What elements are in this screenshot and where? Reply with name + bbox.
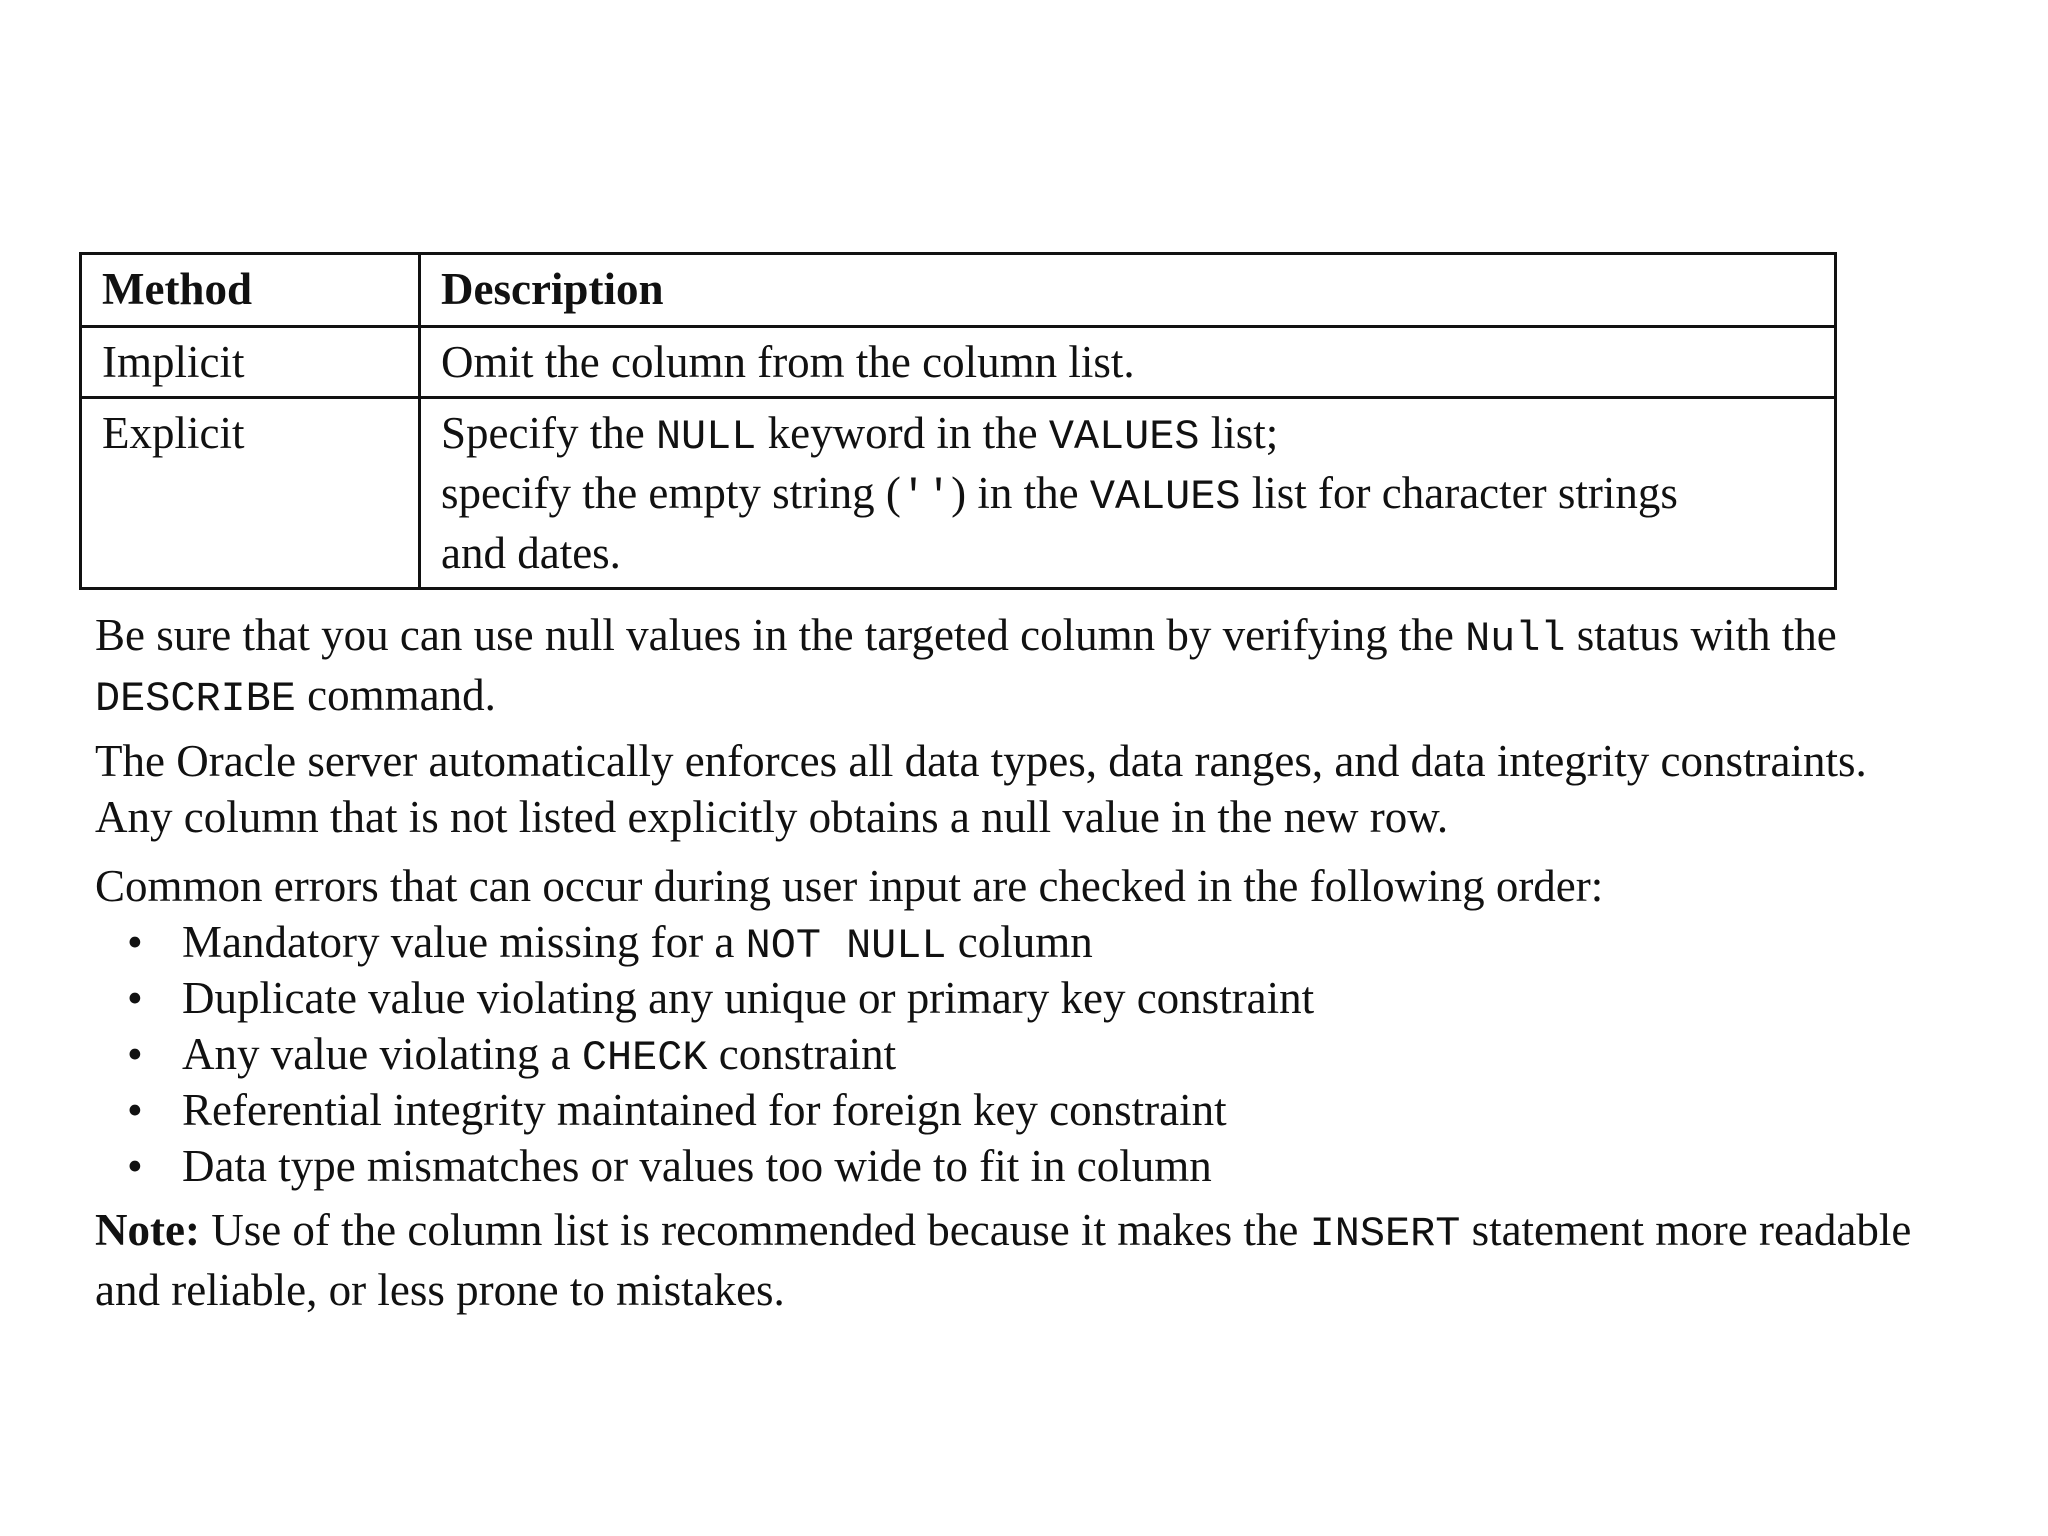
code-describe: DESCRIBE: [95, 675, 296, 723]
description-cell: Omit the column from the column list.: [420, 327, 1836, 398]
table-row: [81, 398, 1836, 589]
list-item: • Any value violating a CHECK constraint: [95, 1026, 1995, 1082]
oracle-server-paragraph: The Oracle server automatically enforces all data types, data ranges, and data integrity constraints. Any column that is not listed explicitly obtains a null value in the new row.: [95, 736, 1867, 842]
list-item: • Data type mismatches or values too wide to fit in column: [95, 1138, 1995, 1194]
description-line: and dates.: [441, 528, 621, 578]
method-cell: Explicit: [81, 398, 420, 589]
bullet-icon: •: [127, 1029, 143, 1079]
note-label: Note:: [95, 1205, 200, 1255]
code-null: NULL: [655, 413, 757, 461]
code-empty-string: '': [900, 473, 952, 521]
method-cell: Implicit: [81, 327, 420, 398]
list-item: • Referential integrity maintained for foreign key constraint: [95, 1082, 1995, 1138]
code-values: VALUES: [1089, 473, 1241, 521]
code-null-status: Null: [1465, 615, 1566, 663]
description-cell: [420, 398, 1836, 589]
table-header-row: [81, 254, 1836, 327]
code-values: VALUES: [1048, 413, 1200, 461]
methods-table: [79, 252, 1837, 590]
code-check: CHECK: [581, 1034, 708, 1082]
table-row: [81, 327, 1836, 398]
header-method: Method: [81, 254, 420, 327]
code-not-null: NOT NULL: [745, 922, 947, 970]
list-item: • Duplicate value violating any unique or primary key constraint: [95, 970, 1995, 1026]
description-line: Specify the NULL keyword in the VALUES list;: [441, 408, 1279, 461]
common-errors-section: [95, 858, 1995, 1194]
bullet-icon: •: [127, 917, 143, 967]
code-insert: INSERT: [1309, 1210, 1461, 1258]
errors-list: [95, 914, 1995, 1194]
header-description: Description: [420, 254, 1836, 327]
description-line: specify the empty string ('') in the VALUES list for character strings: [441, 468, 1678, 521]
bullet-icon: •: [127, 1141, 143, 1191]
note-paragraph: Note: Use of the column list is recommended because it makes the INSERT statement more readable and reliable, or less prone to mistakes.: [95, 1205, 1912, 1315]
common-errors-intro: Common errors that can occur during user input are checked in the following order:: [95, 861, 1604, 911]
bullet-icon: •: [127, 973, 143, 1023]
bullet-icon: •: [127, 1085, 143, 1135]
null-status-paragraph: Be sure that you can use null values in the targeted column by verifying the Null status with the DESCRIBE command.: [95, 610, 1837, 723]
list-item: • Mandatory value missing for a NOT NULL column: [95, 914, 1995, 970]
